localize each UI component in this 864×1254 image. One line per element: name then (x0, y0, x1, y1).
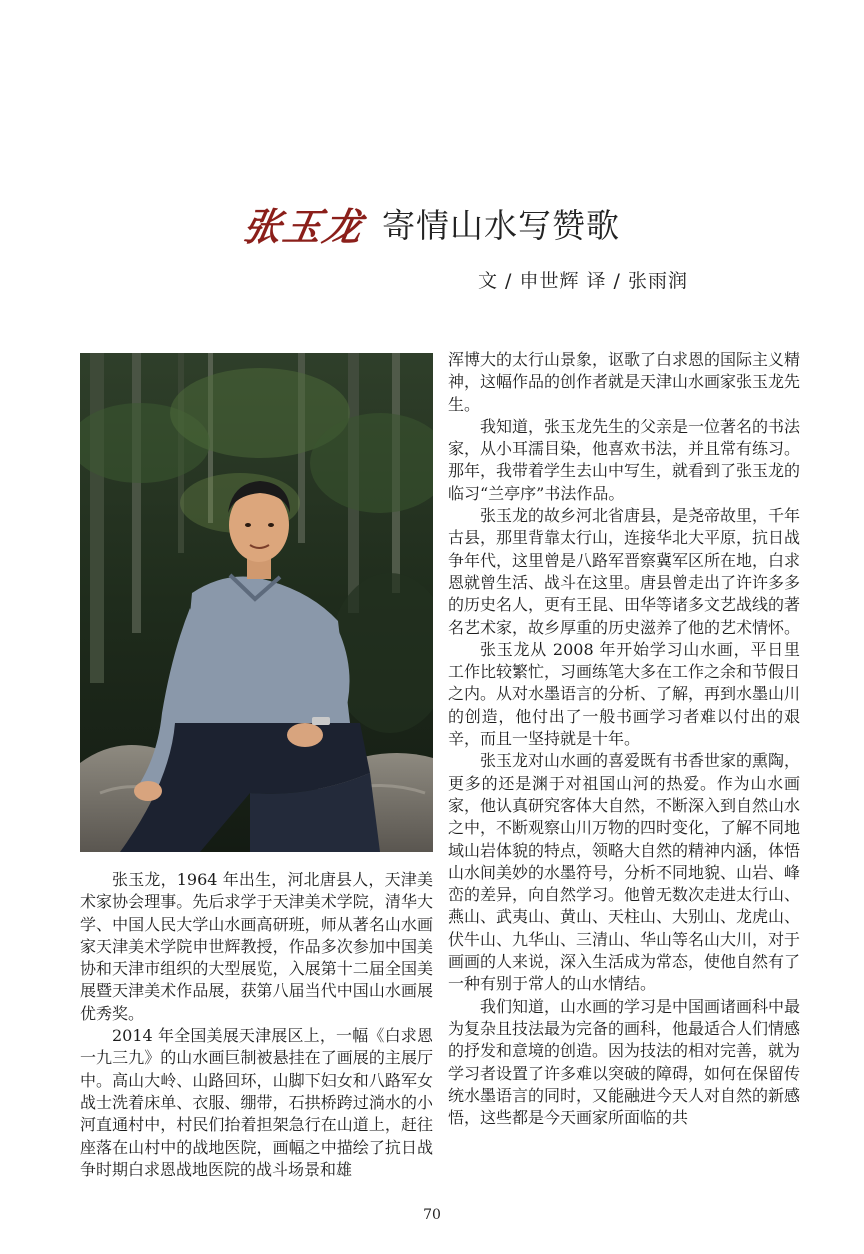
paragraph: 我知道，张玉龙先生的父亲是一位著名的书法家，从小耳濡目染，他喜欢书法，并且常有练习。那年，我带着学生去山中写生，就看到了张玉龙的临习“兰亭序”书法作品。 (448, 416, 801, 503)
article-title: 寄情山水写赞歌 (382, 206, 620, 245)
paragraph: 张玉龙的故乡河北省唐县，是尧帝故里，千年古县，那里背靠太行山，连接华北大平原，抗日战争年代，这里曾是八路军晋察冀军区所在地，白求恩就曾生活、战斗在这里。唐县曾走出了许许多多的历史名人，更有王昆、田华等诸多文艺战线的著名艺术家，故乡厚重的历史滋养了他的艺术情怀。 (448, 506, 801, 637)
paragraph: 张玉龙，1964 年出生，河北唐县人，天津美术家协会理事。先后求学于天津美术学院，清华大学、中国人民大学山水画高研班，师从著名山水画家天津美术学院申世辉教授，作品多次参加中国美协和天津市组织的大型展览，入展第十二届全国美展暨天津美术作品展，获第八届当代中国山水画展优秀奖。 (80, 870, 433, 1023)
right-column-text (448, 349, 800, 1129)
paragraph-continuation: 浑博大的太行山景象，讴歌了白求恩的国际主义精神，这幅作品的创作者就是天津山水画家张玉龙先生。 (448, 350, 801, 414)
byline: 文 / 申世辉 译 / 张雨润 (477, 270, 688, 292)
page-number: 70 (423, 1207, 441, 1223)
paragraph: 张玉龙对山水画的喜爱既有书香世家的熏陶，更多的还是渊于对祖国山河的热爱。作为山水画家，他认真研究客体大自然，不断深入到自然山水之中，不断观察山川万物的四时变化，了解不同地域山岩体貌的特点，领略大自然的精神内涵，体悟山水间美妙的水墨符号，分析不同地貌、山岩、峰峦的差异，向自然学习。他曾无数次走进太行山、燕山、武夷山、黄山、天柱山、大别山、龙虎山、伏牛山、九华山、三清山、华山等名山大川，对于画画的人来说，深入生活成为常态，使他自然有了一种有别于常人的山水情结。 (448, 751, 801, 994)
artist-photo (80, 353, 433, 852)
paragraph: 张玉龙从 2008 年开始学习山水画，平日里工作比较繁忙，习画练笔大多在工作之余和节假日之内。从对水墨语言的分析、了解，再到水墨山川的创造，他付出了一般书画学习者难以付出的艰辛，而且一坚持就是十年。 (448, 639, 801, 749)
paragraph: 2014 年全国美展天津展区上，一幅《白求恩一九三九》的山水画巨制被悬挂在了画展的主展厅中。高山大岭、山路回环，山脚下妇女和八路军女战士洗着床单、衣服、绷带，石拱桥跨过淌水的小河直通村中，村民们抬着担架急行在山道上，赶往座落在山村中的战地医院，画幅之中描绘了抗日战争时期白求恩战地医院的战斗场景和雄 (80, 1026, 433, 1179)
article-header (0, 196, 864, 249)
artist-signature: 张玉龙 (239, 204, 368, 249)
paragraph: 我们知道，山水画的学习是中国画诸画科中最为复杂且技法最为完备的画科，他最适合人们情感的抒发和意境的创造。因为技法的相对完善，就为学习者设置了许多难以突破的障碍，如何在保留传统水墨语言的同时，又能融进今天人对自然的新感悟，这些都是今天画家所面临的共 (448, 996, 801, 1128)
left-column-text (80, 869, 433, 1181)
